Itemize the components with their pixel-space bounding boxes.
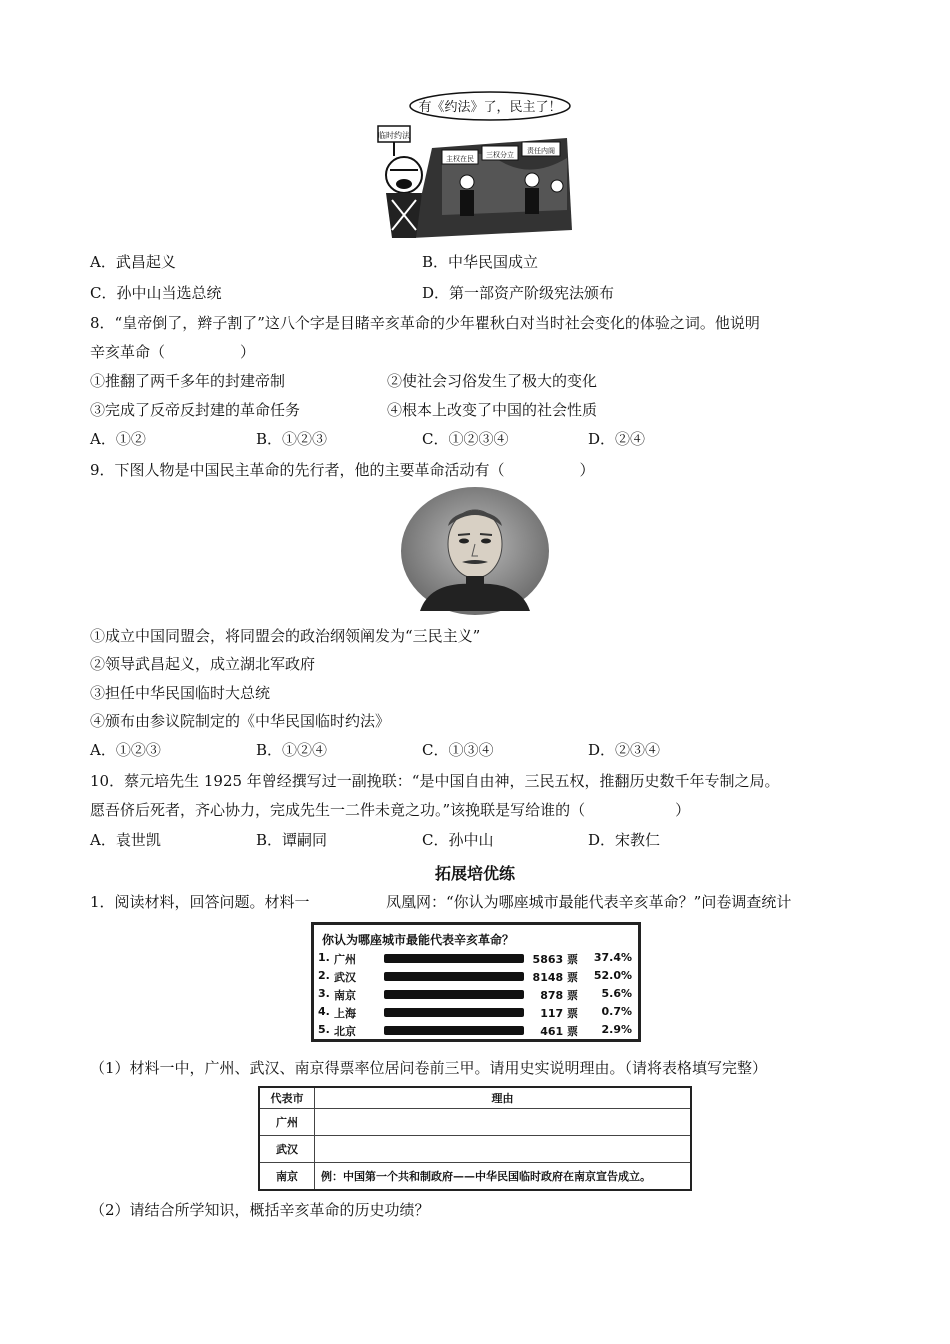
q9-statement-4: ④颁布由参议院制定的《中华民国临时约法》 (90, 712, 391, 730)
table-cell-reason: 例：中国第一个共和制政府——中华民国临时政府在南京宣告成立。 (315, 1163, 692, 1191)
survey-percent: 0.7% (601, 1005, 632, 1018)
q8-statement-1: ①推翻了两千多年的封建帝制 (90, 372, 286, 390)
q10-option-d: D．宋教仁 (588, 831, 661, 849)
survey-percent: 2.9% (601, 1023, 632, 1036)
survey-bar (384, 1026, 524, 1035)
table-cell-city: 广州 (259, 1109, 315, 1136)
table-row (259, 1109, 691, 1136)
table-row (259, 1136, 691, 1163)
survey-rank: 5. (318, 1023, 330, 1036)
survey-bar (384, 954, 524, 963)
survey-row (314, 1005, 638, 1021)
table-cell-city: 武汉 (259, 1136, 315, 1163)
survey-bar (384, 1008, 524, 1017)
q8-option-a: A．①② (90, 430, 146, 448)
q8-stem-line2: 辛亥革命（ ） (90, 343, 256, 361)
survey-city: 武汉 (334, 971, 356, 984)
cartoon-speech: 有《约法》了，民主了！ (418, 100, 562, 115)
survey-rank: 2. (318, 969, 330, 982)
cartoon-placard-1: 主权在民 (446, 155, 474, 163)
q7-option-d: D．第一部资产阶级宪法颁布 (422, 284, 615, 302)
survey-row (314, 951, 638, 967)
survey-rank: 1. (318, 951, 330, 964)
q9-statement-1: ①成立中国同盟会，将同盟会的政治纲领阐发为“三民主义” (90, 627, 481, 645)
survey-votes: 117 票 (540, 1007, 578, 1020)
q10-stem-line1: 10．蔡元培先生 1925 年曾经撰写过一副挽联：“是中国自由神，三民五权，推翻历史数千年专制之局。 (90, 772, 780, 790)
q9-statement-3: ③担任中华民国临时大总统 (90, 684, 271, 702)
cartoon-image (372, 90, 574, 240)
survey-percent: 52.0% (593, 969, 632, 982)
q7-option-a: A．武昌起义 (90, 253, 176, 271)
q8-statement-2: ②使社会习俗发生了极大的变化 (387, 372, 598, 390)
q10-option-c: C．孙中山 (422, 831, 494, 849)
ext1-sub2: （2）请结合所学知识，概括辛亥革命的历史功绩？ (90, 1201, 430, 1219)
q8-option-c: C．①②③④ (422, 430, 509, 448)
cartoon-banner-label: 临时约法 (378, 131, 410, 140)
sun-yat-sen-portrait (400, 486, 550, 616)
table-header-city: 代表市 (259, 1087, 315, 1109)
reason-table (258, 1086, 692, 1191)
table-cell-city: 南京 (259, 1163, 315, 1191)
q9-option-c: C．①③④ (422, 741, 494, 759)
cartoon-placard-2: 三权分立 (486, 151, 514, 159)
ext1-stem-left: 1．阅读材料，回答问题。材料一 (90, 893, 310, 911)
survey-votes: 5863 票 (532, 953, 578, 966)
survey-city: 北京 (334, 1025, 356, 1038)
ext1-stem-right: 凤凰网：“你认为哪座城市最能代表辛亥革命？”问卷调查统计 (386, 893, 792, 911)
q7-option-c: C．孙中山当选总统 (90, 284, 222, 302)
survey-chart (311, 922, 641, 1042)
q9-stem: 9．下图人物是中国民主革命的先行者，他的主要革命活动有（ ） (90, 461, 595, 479)
cartoon-placard-3: 责任内阁 (527, 147, 555, 155)
q8-stem-line1: 8．“皇帝倒了，辫子割了”这八个字是目睹辛亥革命的少年瞿秋白对当时社会变化的体验之词。他说明 (90, 314, 760, 332)
table-row (259, 1163, 691, 1191)
q10-stem-line2: 愿吾侪后死者，齐心协力，完成先生一二件未竟之功。”该挽联是写给谁的（ ） (90, 801, 691, 819)
q8-statement-3: ③完成了反帝反封建的革命任务 (90, 401, 301, 419)
table-header-reason: 理由 (315, 1087, 692, 1109)
q10-option-a: A．袁世凯 (90, 831, 161, 849)
q9-option-a: A．①②③ (90, 741, 161, 759)
q10-option-b: B．谭嗣同 (256, 831, 328, 849)
survey-votes: 8148 票 (532, 971, 578, 984)
survey-city: 上海 (334, 1007, 356, 1020)
table-cell-reason[interactable] (315, 1109, 692, 1136)
table-cell-reason[interactable] (315, 1136, 692, 1163)
q7-option-b: B．中华民国成立 (422, 253, 539, 271)
section-title: 拓展培优练 (434, 864, 515, 883)
q8-option-b: B．①②③ (256, 430, 328, 448)
survey-title: 你认为哪座城市最能代表辛亥革命？ (322, 933, 515, 947)
q9-option-d: D．②③④ (588, 741, 661, 759)
survey-percent: 37.4% (593, 951, 632, 964)
q9-option-b: B．①②④ (256, 741, 328, 759)
survey-row (314, 987, 638, 1003)
table-header-row (259, 1087, 691, 1109)
q9-statement-2: ②领导武昌起义，成立湖北军政府 (90, 655, 316, 673)
q8-option-d: D．②④ (588, 430, 646, 448)
survey-votes: 878 票 (540, 989, 578, 1002)
survey-bar (384, 972, 524, 981)
ext1-sub1: （1）材料一中，广州、武汉、南京得票率位居问卷前三甲。请用史实说明理由。（请将表格填写完整） (90, 1059, 768, 1077)
survey-city: 广州 (334, 953, 356, 966)
survey-rank: 4. (318, 1005, 330, 1018)
q8-statement-4: ④根本上改变了中国的社会性质 (387, 401, 598, 419)
survey-percent: 5.6% (601, 987, 632, 1000)
survey-votes: 461 票 (540, 1025, 578, 1038)
survey-row (314, 1023, 638, 1039)
survey-bar (384, 990, 524, 999)
survey-rank: 3. (318, 987, 330, 1000)
survey-city: 南京 (334, 989, 356, 1002)
survey-row (314, 969, 638, 985)
